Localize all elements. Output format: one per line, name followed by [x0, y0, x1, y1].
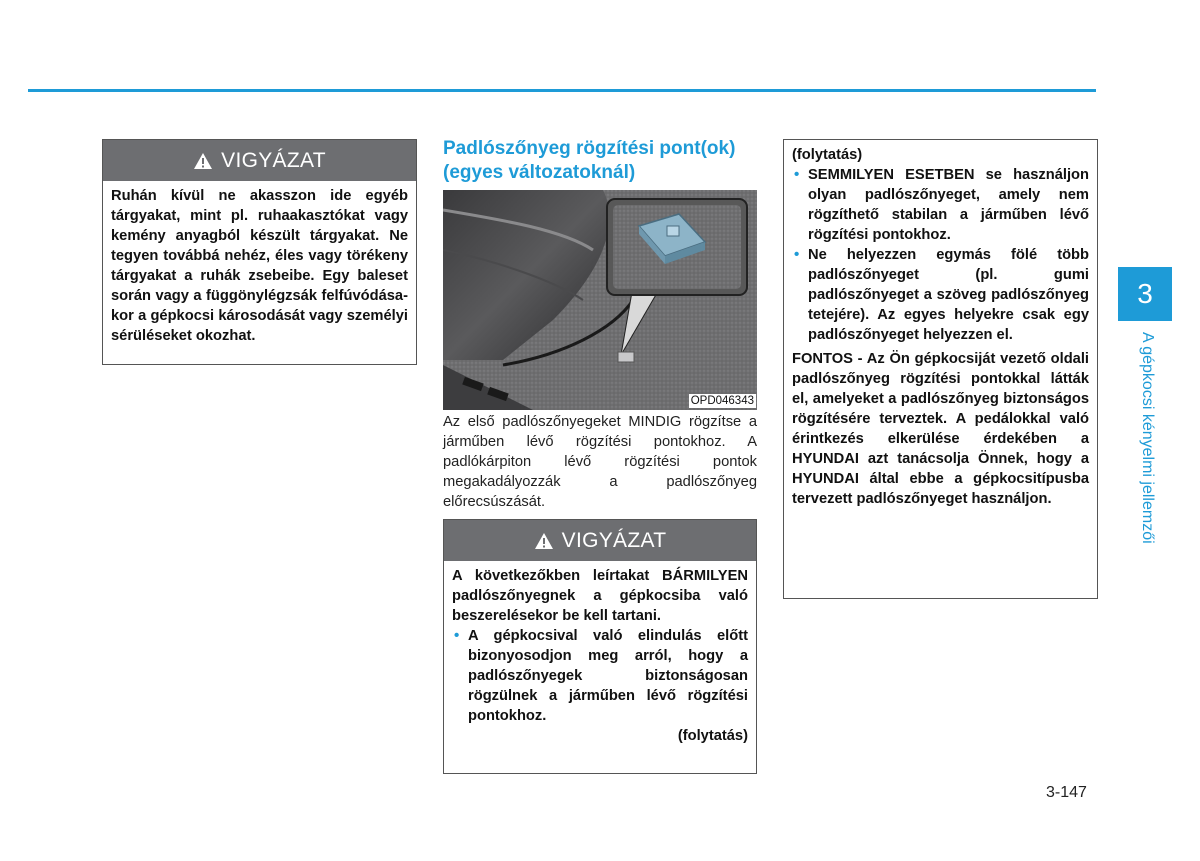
floor-mat-anchor-figure [443, 190, 757, 410]
continued-bullet-2: • Ne helyezzen egymás fölé több padlószőnyeget (pl. gumi padlószőnyeget a szöveg padlószőnyeg tetejére). Az egyes helyekre csak egy padlószőnyeget helyezzen el. [792, 245, 1089, 345]
continued-label: (folytatás) [677, 728, 748, 744]
section-title: Padlószőnyeg rögzítési pont(ok) (egyes változatoknál) [443, 138, 736, 183]
caution-box-2 [443, 519, 757, 774]
warning-icon [534, 532, 554, 550]
warning-icon [193, 152, 213, 170]
top-rule [28, 89, 1096, 92]
figure-code: OPD046343 [690, 395, 754, 407]
caution-title: VIGYÁZAT [221, 148, 326, 172]
continued-caution-box [783, 139, 1098, 599]
caution-bullet: • A gépkocsival való elindulás előtt bizonyosodjon meg arról, hogy a padlószőnyegek biztonságosan rögzülnek a járműben lévő rögzítési pontokhoz. [452, 626, 748, 726]
important-note: FONTOS - Az Ön gépkocsiját vezető oldali padlószőnyeg rögzítési pontokkal látták el, amelyeket a padlószőnyeg biztonságos rögzítésére terveztek. A pedálokkal való érintkezés elkerülése érdekében a HYUNDAI azt tanácsolja Önnek, hogy a HYUNDAI által ebbe a gépkocsitípusba tervezett padlószőnyeget használjon. [792, 351, 1089, 507]
caution-text: Ruhán kívül ne akasszon ide egyéb tárgyakat, mint pl. ruhaakasztókat vagy kemény anyagból készült tárgyakat. Ne tegyen továbbá nehéz, éles vagy törékeny tárgyakat a ruhák zsebeibe. Egy baleset során vagy a függönylégzsák felfúvódásakor a gépkocsi károsodását vagy személyi sérüléseket okozhat. [111, 188, 408, 344]
caution-header-2 [444, 520, 756, 561]
continued-bullet-1: • SEMMILYEN ESETBEN se használjon olyan padlószőnyeget, amely nem rögzíthető stabilan a járműben lévő rögzítési pontokhoz. [792, 165, 1089, 245]
caution-box-1 [102, 139, 417, 365]
caution-title: VIGYÁZAT [561, 528, 667, 552]
section-body-text: Az első padlószőnyegeket MINDIG rögzítse a járműben lévő rögzítési pontokhoz. A padlókárpiton lévő rögzítési pontok megakadályozzák a padlószőnyeg előrecsúszását. [443, 414, 757, 510]
caution-body-2 [444, 561, 756, 752]
caution-intro: A következőkben leírtakat BÁRMILYEN padlószőnyegnek a gépkocsiba való beszerelésekor be kell tartani. [452, 568, 748, 624]
chapter-tab: 3 [1118, 267, 1172, 321]
caution-header-1 [103, 140, 416, 181]
chapter-title: A gépkocsi kényelmi jellemzői [1139, 332, 1156, 544]
continued-heading: (folytatás) [792, 147, 863, 163]
caution-body-1 [103, 181, 416, 352]
car-interior-illustration [443, 190, 757, 410]
page-number: 3-147 [1046, 784, 1087, 801]
